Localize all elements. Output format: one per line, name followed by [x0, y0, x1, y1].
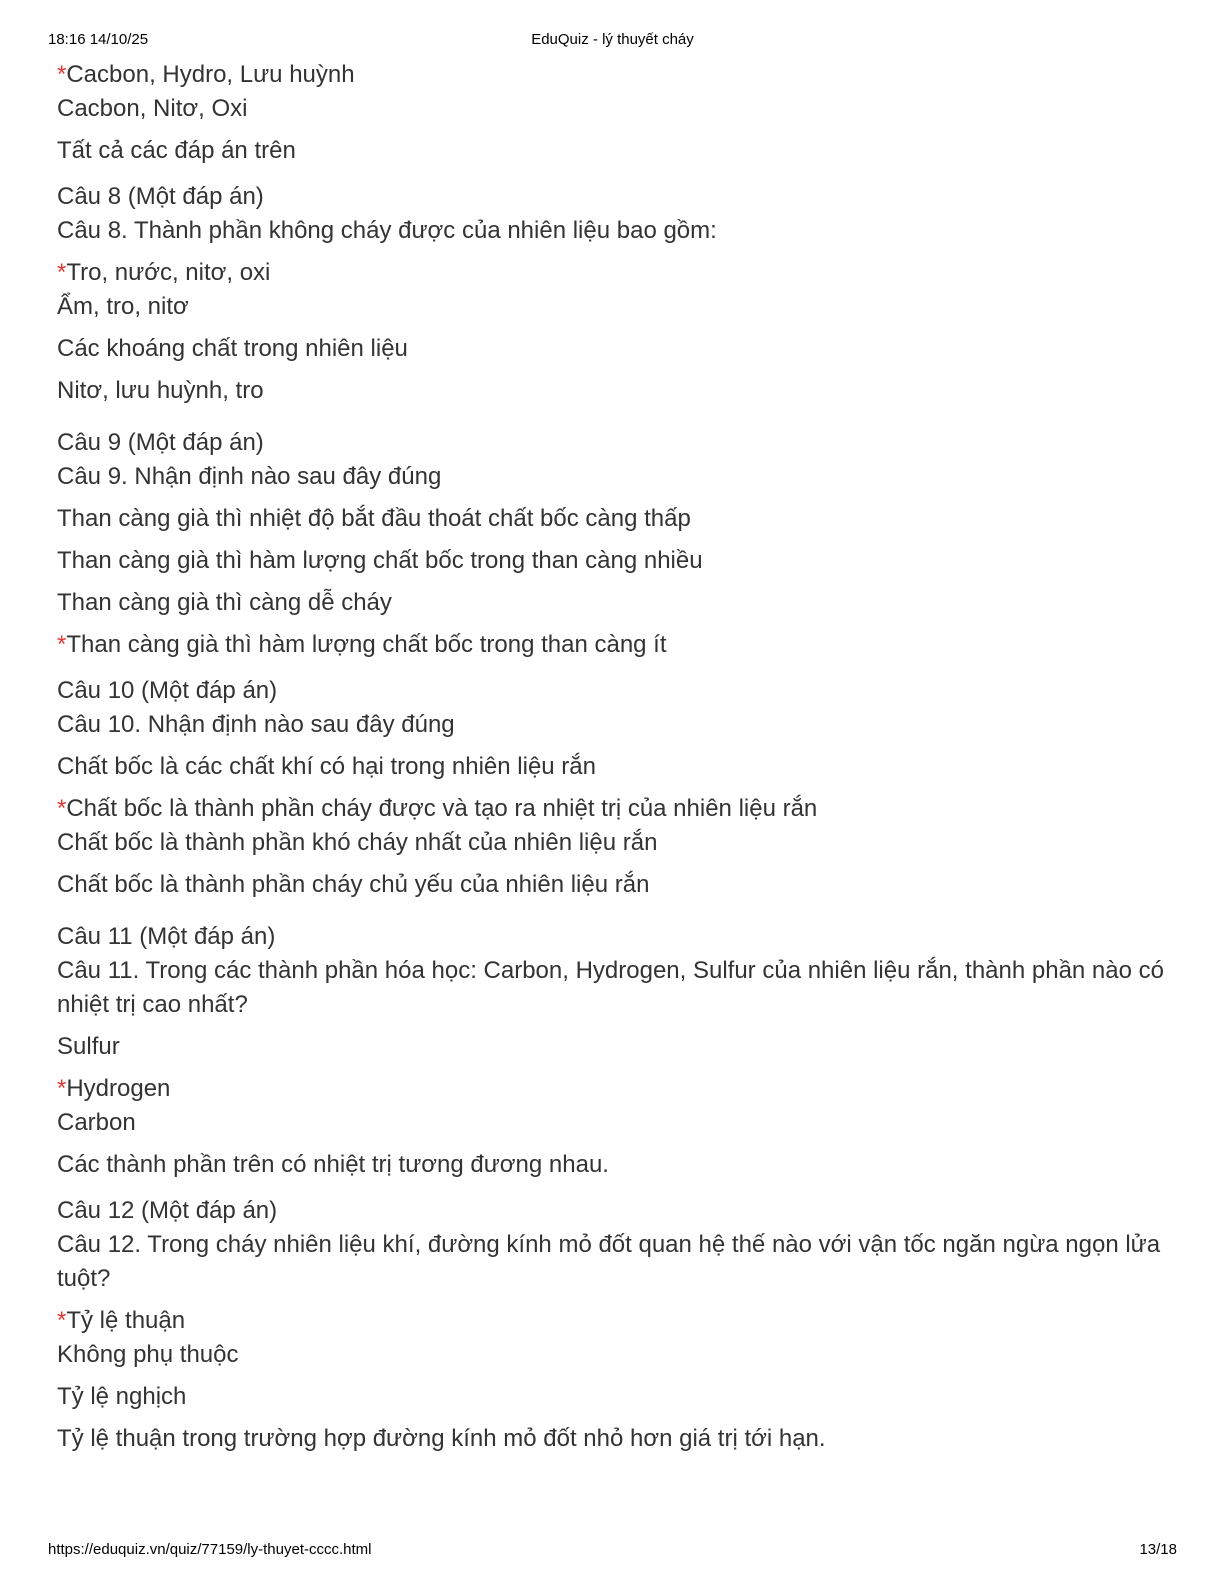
page-title: EduQuiz - lý thuyết cháy	[531, 31, 694, 48]
answer-option: Tỷ lệ thuận trong trường hợp đường kính mỏ đốt nhỏ hơn giá trị tới hạn.	[57, 1425, 826, 1452]
question-text: Câu 10. Nhận định nào sau đây đúng	[57, 711, 455, 738]
answer-option: Than càng già thì hàm lượng chất bốc trong than càng nhiều	[57, 547, 703, 574]
question-text: Câu 12. Trong cháy nhiên liệu khí, đường kính mỏ đốt quan hệ thế nào với vận tốc ngăn ngừa ngọn lửa tuột?	[57, 1231, 1161, 1292]
correct-marker: *	[57, 631, 67, 658]
correct-marker: *	[57, 259, 67, 286]
answer-option: Tỷ lệ nghịch	[57, 1383, 187, 1410]
question-heading: Câu 10 (Một đáp án)	[57, 677, 278, 704]
question-text: Câu 9. Nhận định nào sau đây đúng	[57, 463, 442, 490]
answer-option: Các thành phần trên có nhiệt trị tương đương nhau.	[57, 1151, 609, 1178]
correct-marker: *	[57, 1075, 67, 1102]
question-7-tail	[57, 58, 1177, 168]
answer-option: Tất cả các đáp án trên	[57, 137, 296, 164]
page-url: https://eduquiz.vn/quiz/77159/ly-thuyet-cccc.html	[48, 1541, 372, 1558]
question-8	[57, 180, 1177, 408]
answer-option-correct: *Than càng già thì hàm lượng chất bốc trong than càng ít	[57, 631, 667, 658]
answer-option-correct: *Tỷ lệ thuận	[57, 1307, 186, 1334]
question-11	[57, 920, 1177, 1182]
answer-option-correct: *Hydrogen	[57, 1075, 171, 1102]
answer-option-correct: *Chất bốc là thành phần cháy được và tạo ra nhiệt trị của nhiên liệu rắn	[57, 795, 818, 822]
question-heading: Câu 8 (Một đáp án)	[57, 183, 264, 210]
answer-option: Chất bốc là các chất khí có hại trong nhiên liệu rắn	[57, 753, 596, 780]
answer-option: Chất bốc là thành phần khó cháy nhất của nhiên liệu rắn	[57, 829, 658, 856]
correct-marker: *	[57, 61, 67, 88]
question-10	[57, 674, 1177, 902]
answer-option: Than càng già thì nhiệt độ bắt đầu thoát chất bốc càng thấp	[57, 505, 691, 532]
question-heading: Câu 11 (Một đáp án)	[57, 923, 276, 950]
answer-option: Than càng già thì càng dễ cháy	[57, 589, 392, 616]
question-heading: Câu 12 (Một đáp án)	[57, 1197, 278, 1224]
question-text: Câu 11. Trong các thành phần hóa học: Carbon, Hydrogen, Sulfur của nhiên liệu rắn, thành phần nào có nhiệt trị cao nhất?	[57, 957, 1164, 1018]
print-datetime: 18:16 14/10/25	[48, 31, 149, 48]
question-12	[57, 1194, 1177, 1456]
answer-option: Cacbon, Nitơ, Oxi	[57, 95, 248, 122]
answer-option: Ẩm, tro, nitơ	[57, 293, 189, 320]
answer-option-correct: *Tro, nước, nitơ, oxi	[57, 259, 271, 286]
correct-marker: *	[57, 795, 67, 822]
answer-option: Carbon	[57, 1109, 136, 1136]
answer-option: Các khoáng chất trong nhiên liệu	[57, 335, 408, 362]
quiz-content	[57, 58, 1177, 1456]
answer-option: Nitơ, lưu huỳnh, tro	[57, 377, 264, 404]
page-number: 13/18	[1139, 1541, 1177, 1558]
answer-option: Chất bốc là thành phần cháy chủ yếu của nhiên liệu rắn	[57, 871, 650, 898]
answer-option: Sulfur	[57, 1033, 120, 1060]
question-9	[57, 426, 1177, 662]
question-heading: Câu 9 (Một đáp án)	[57, 429, 264, 456]
answer-option-correct: *Cacbon, Hydro, Lưu huỳnh	[57, 61, 355, 88]
question-text: Câu 8. Thành phần không cháy được của nhiên liệu bao gồm:	[57, 217, 717, 244]
answer-option: Không phụ thuộc	[57, 1341, 239, 1368]
correct-marker: *	[57, 1307, 67, 1334]
